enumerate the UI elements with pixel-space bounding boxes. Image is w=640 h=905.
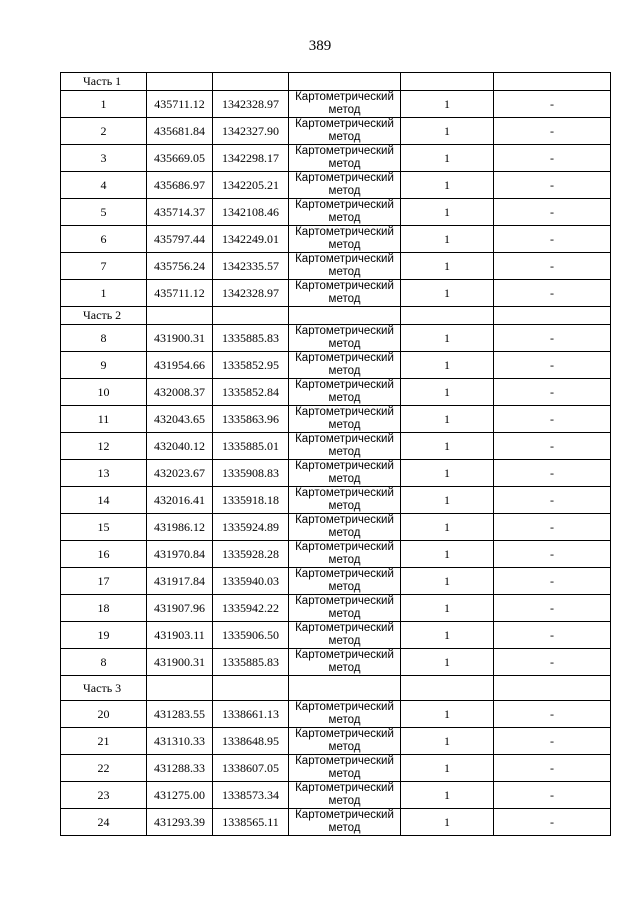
- y-coordinate-cell: 1335885.83: [213, 649, 289, 676]
- accuracy-cell: 1: [401, 145, 494, 172]
- y-coordinate-cell: 1335918.18: [213, 487, 289, 514]
- accuracy-cell: 1: [401, 406, 494, 433]
- y-coordinate-cell: 1338648.95: [213, 728, 289, 755]
- x-coordinate-cell: 431293.39: [147, 809, 213, 836]
- note-cell: -: [494, 145, 611, 172]
- table-row: [61, 514, 611, 541]
- empty-cell: [289, 676, 401, 701]
- x-coordinate-cell: 431917.84: [147, 568, 213, 595]
- table-row: [61, 379, 611, 406]
- accuracy-cell: 1: [401, 541, 494, 568]
- method-cell: Картометрический метод: [289, 91, 401, 118]
- empty-cell: [401, 73, 494, 91]
- accuracy-cell: 1: [401, 728, 494, 755]
- accuracy-cell: 1: [401, 487, 494, 514]
- accuracy-cell: 1: [401, 622, 494, 649]
- point-number-cell: 5: [61, 199, 147, 226]
- method-cell: Картометрический метод: [289, 325, 401, 352]
- empty-cell: [147, 73, 213, 91]
- accuracy-cell: 1: [401, 199, 494, 226]
- y-coordinate-cell: 1335928.28: [213, 541, 289, 568]
- accuracy-cell: 1: [401, 514, 494, 541]
- accuracy-cell: 1: [401, 433, 494, 460]
- y-coordinate-cell: 1335942.22: [213, 595, 289, 622]
- method-cell: Картометрический метод: [289, 728, 401, 755]
- empty-cell: [494, 307, 611, 325]
- y-coordinate-cell: 1342328.97: [213, 91, 289, 118]
- empty-cell: [213, 676, 289, 701]
- point-number-cell: 19: [61, 622, 147, 649]
- point-number-cell: 14: [61, 487, 147, 514]
- point-number-cell: 21: [61, 728, 147, 755]
- table-row: [61, 145, 611, 172]
- empty-cell: [213, 307, 289, 325]
- note-cell: -: [494, 487, 611, 514]
- table-row: [61, 433, 611, 460]
- point-number-cell: 6: [61, 226, 147, 253]
- y-coordinate-cell: 1342108.46: [213, 199, 289, 226]
- table-row: [61, 118, 611, 145]
- table-row: [61, 487, 611, 514]
- method-cell: Картометрический метод: [289, 433, 401, 460]
- y-coordinate-cell: 1335885.83: [213, 325, 289, 352]
- point-number-cell: 23: [61, 782, 147, 809]
- method-cell: Картометрический метод: [289, 379, 401, 406]
- point-number-cell: 8: [61, 325, 147, 352]
- note-cell: -: [494, 433, 611, 460]
- point-number-cell: 2: [61, 118, 147, 145]
- empty-cell: [147, 676, 213, 701]
- method-cell: Картометрический метод: [289, 622, 401, 649]
- x-coordinate-cell: 431900.31: [147, 649, 213, 676]
- accuracy-cell: 1: [401, 809, 494, 836]
- y-coordinate-cell: 1338573.34: [213, 782, 289, 809]
- x-coordinate-cell: 435681.84: [147, 118, 213, 145]
- x-coordinate-cell: 431288.33: [147, 755, 213, 782]
- empty-cell: [289, 307, 401, 325]
- x-coordinate-cell: 435756.24: [147, 253, 213, 280]
- accuracy-cell: 1: [401, 253, 494, 280]
- table-row: [61, 649, 611, 676]
- method-cell: Картометрический метод: [289, 649, 401, 676]
- note-cell: -: [494, 809, 611, 836]
- accuracy-cell: 1: [401, 460, 494, 487]
- x-coordinate-cell: 431310.33: [147, 728, 213, 755]
- x-coordinate-cell: 432023.67: [147, 460, 213, 487]
- section-label: Часть 2: [61, 307, 147, 325]
- point-number-cell: 24: [61, 809, 147, 836]
- table-row: [61, 728, 611, 755]
- section-header-row: [61, 676, 611, 701]
- x-coordinate-cell: 432040.12: [147, 433, 213, 460]
- note-cell: -: [494, 782, 611, 809]
- note-cell: -: [494, 253, 611, 280]
- x-coordinate-cell: 435669.05: [147, 145, 213, 172]
- x-coordinate-cell: 431907.96: [147, 595, 213, 622]
- y-coordinate-cell: 1342335.57: [213, 253, 289, 280]
- y-coordinate-cell: 1342298.17: [213, 145, 289, 172]
- accuracy-cell: 1: [401, 172, 494, 199]
- point-number-cell: 16: [61, 541, 147, 568]
- note-cell: -: [494, 118, 611, 145]
- point-number-cell: 20: [61, 701, 147, 728]
- x-coordinate-cell: 432043.65: [147, 406, 213, 433]
- note-cell: -: [494, 595, 611, 622]
- point-number-cell: 17: [61, 568, 147, 595]
- table-row: [61, 568, 611, 595]
- section-label: Часть 1: [61, 73, 147, 91]
- x-coordinate-cell: 435711.12: [147, 91, 213, 118]
- point-number-cell: 11: [61, 406, 147, 433]
- y-coordinate-cell: 1342327.90: [213, 118, 289, 145]
- method-cell: Картометрический метод: [289, 568, 401, 595]
- x-coordinate-cell: 431900.31: [147, 325, 213, 352]
- empty-cell: [147, 307, 213, 325]
- note-cell: -: [494, 199, 611, 226]
- table-row: [61, 809, 611, 836]
- accuracy-cell: 1: [401, 325, 494, 352]
- table-row: [61, 172, 611, 199]
- table-body: [61, 73, 611, 836]
- x-coordinate-cell: 432008.37: [147, 379, 213, 406]
- empty-cell: [401, 676, 494, 701]
- note-cell: -: [494, 325, 611, 352]
- point-number-cell: 10: [61, 379, 147, 406]
- y-coordinate-cell: 1335906.50: [213, 622, 289, 649]
- y-coordinate-cell: 1338607.05: [213, 755, 289, 782]
- method-cell: Картометрический метод: [289, 755, 401, 782]
- note-cell: -: [494, 649, 611, 676]
- table-row: [61, 406, 611, 433]
- point-number-cell: 12: [61, 433, 147, 460]
- table-row: [61, 91, 611, 118]
- x-coordinate-cell: 431903.11: [147, 622, 213, 649]
- point-number-cell: 22: [61, 755, 147, 782]
- y-coordinate-cell: 1335885.01: [213, 433, 289, 460]
- table-row: [61, 755, 611, 782]
- y-coordinate-cell: 1338565.11: [213, 809, 289, 836]
- y-coordinate-cell: 1342328.97: [213, 280, 289, 307]
- method-cell: Картометрический метод: [289, 280, 401, 307]
- point-number-cell: 13: [61, 460, 147, 487]
- x-coordinate-cell: 431986.12: [147, 514, 213, 541]
- method-cell: Картометрический метод: [289, 352, 401, 379]
- point-number-cell: 18: [61, 595, 147, 622]
- accuracy-cell: 1: [401, 280, 494, 307]
- y-coordinate-cell: 1335852.84: [213, 379, 289, 406]
- point-number-cell: 4: [61, 172, 147, 199]
- table-row: [61, 701, 611, 728]
- point-number-cell: 15: [61, 514, 147, 541]
- note-cell: -: [494, 226, 611, 253]
- page-number: 389: [308, 38, 332, 54]
- method-cell: Картометрический метод: [289, 460, 401, 487]
- y-coordinate-cell: 1335924.89: [213, 514, 289, 541]
- y-coordinate-cell: 1335863.96: [213, 406, 289, 433]
- point-number-cell: 9: [61, 352, 147, 379]
- accuracy-cell: 1: [401, 595, 494, 622]
- note-cell: -: [494, 460, 611, 487]
- table-row: [61, 226, 611, 253]
- note-cell: -: [494, 406, 611, 433]
- method-cell: Картометрический метод: [289, 118, 401, 145]
- x-coordinate-cell: 432016.41: [147, 487, 213, 514]
- note-cell: -: [494, 514, 611, 541]
- y-coordinate-cell: 1342205.21: [213, 172, 289, 199]
- accuracy-cell: 1: [401, 91, 494, 118]
- note-cell: -: [494, 622, 611, 649]
- point-number-cell: 7: [61, 253, 147, 280]
- accuracy-cell: 1: [401, 379, 494, 406]
- table-row: [61, 541, 611, 568]
- y-coordinate-cell: 1342249.01: [213, 226, 289, 253]
- method-cell: Картометрический метод: [289, 809, 401, 836]
- accuracy-cell: 1: [401, 649, 494, 676]
- method-cell: Картометрический метод: [289, 253, 401, 280]
- section-header-row: [61, 73, 611, 91]
- accuracy-cell: 1: [401, 568, 494, 595]
- point-number-cell: 1: [61, 280, 147, 307]
- note-cell: -: [494, 379, 611, 406]
- x-coordinate-cell: 431954.66: [147, 352, 213, 379]
- x-coordinate-cell: 431275.00: [147, 782, 213, 809]
- method-cell: Картометрический метод: [289, 406, 401, 433]
- point-number-cell: 3: [61, 145, 147, 172]
- table-row: [61, 199, 611, 226]
- section-header-row: [61, 307, 611, 325]
- note-cell: -: [494, 728, 611, 755]
- accuracy-cell: 1: [401, 118, 494, 145]
- x-coordinate-cell: 431970.84: [147, 541, 213, 568]
- coordinates-table: [60, 72, 611, 836]
- accuracy-cell: 1: [401, 782, 494, 809]
- method-cell: Картометрический метод: [289, 199, 401, 226]
- x-coordinate-cell: 435686.97: [147, 172, 213, 199]
- x-coordinate-cell: 431283.55: [147, 701, 213, 728]
- empty-cell: [401, 307, 494, 325]
- table-row: [61, 622, 611, 649]
- x-coordinate-cell: 435714.37: [147, 199, 213, 226]
- note-cell: -: [494, 541, 611, 568]
- point-number-cell: 8: [61, 649, 147, 676]
- note-cell: -: [494, 701, 611, 728]
- point-number-cell: 1: [61, 91, 147, 118]
- empty-cell: [213, 73, 289, 91]
- y-coordinate-cell: 1335908.83: [213, 460, 289, 487]
- note-cell: -: [494, 280, 611, 307]
- empty-cell: [494, 676, 611, 701]
- empty-cell: [494, 73, 611, 91]
- note-cell: -: [494, 352, 611, 379]
- table-row: [61, 460, 611, 487]
- note-cell: -: [494, 755, 611, 782]
- accuracy-cell: 1: [401, 226, 494, 253]
- method-cell: Картометрический метод: [289, 782, 401, 809]
- x-coordinate-cell: 435797.44: [147, 226, 213, 253]
- method-cell: Картометрический метод: [289, 541, 401, 568]
- table-row: [61, 352, 611, 379]
- table-row: [61, 325, 611, 352]
- note-cell: -: [494, 172, 611, 199]
- note-cell: -: [494, 91, 611, 118]
- accuracy-cell: 1: [401, 352, 494, 379]
- table-row: [61, 253, 611, 280]
- method-cell: Картометрический метод: [289, 145, 401, 172]
- method-cell: Картометрический метод: [289, 514, 401, 541]
- y-coordinate-cell: 1335940.03: [213, 568, 289, 595]
- accuracy-cell: 1: [401, 755, 494, 782]
- table-row: [61, 595, 611, 622]
- note-cell: -: [494, 568, 611, 595]
- method-cell: Картометрический метод: [289, 487, 401, 514]
- method-cell: Картометрический метод: [289, 701, 401, 728]
- section-label: Часть 3: [61, 676, 147, 701]
- method-cell: Картометрический метод: [289, 172, 401, 199]
- empty-cell: [289, 73, 401, 91]
- table-row: [61, 782, 611, 809]
- accuracy-cell: 1: [401, 701, 494, 728]
- x-coordinate-cell: 435711.12: [147, 280, 213, 307]
- method-cell: Картометрический метод: [289, 595, 401, 622]
- y-coordinate-cell: 1338661.13: [213, 701, 289, 728]
- y-coordinate-cell: 1335852.95: [213, 352, 289, 379]
- table-row: [61, 280, 611, 307]
- method-cell: Картометрический метод: [289, 226, 401, 253]
